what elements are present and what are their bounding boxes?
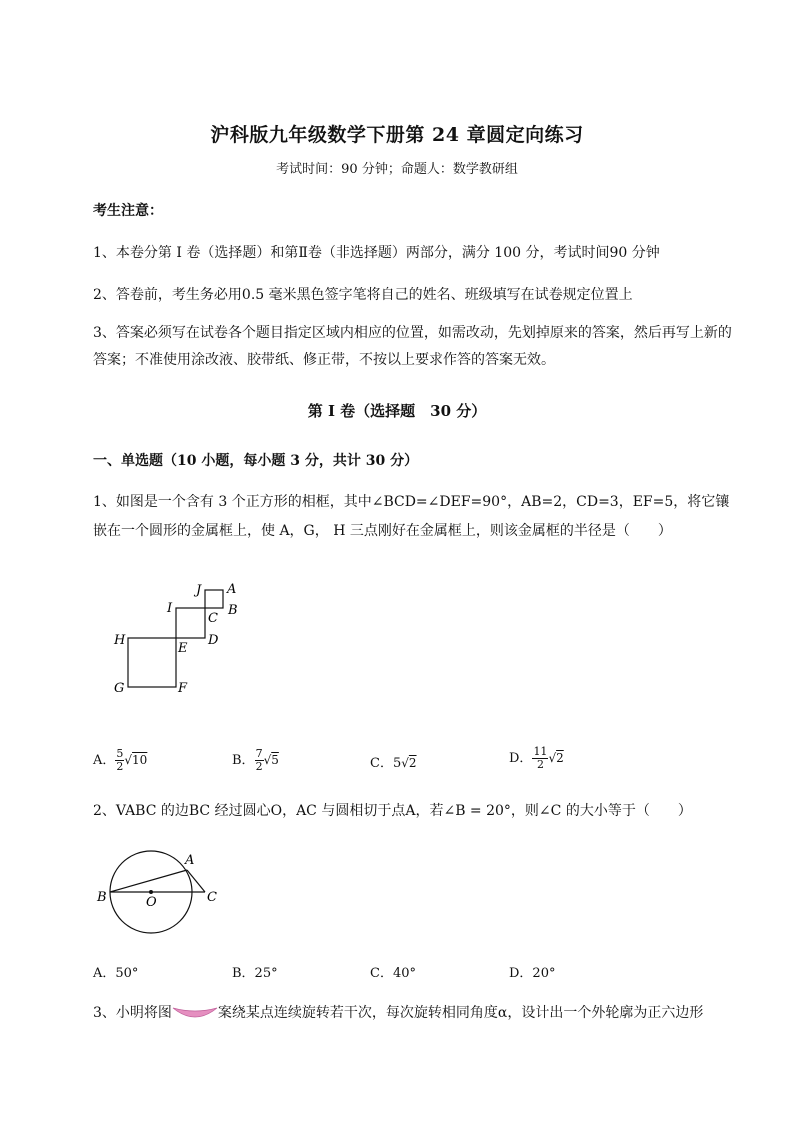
question-2-text: 2、VABC 的边BC 经过圆心O，AC 与圆相切于点A，若∠B = 20°，则∠C 的大小等于（ ） — [93, 803, 692, 819]
label-F: F — [178, 681, 188, 696]
segment-ac — [187, 870, 205, 892]
part-title: 一、单选题（10 小题，每小题 3 分，共计 30 分） — [93, 453, 419, 469]
q1-option-c[interactable]: C．5√2 — [370, 756, 417, 771]
label-I: I — [167, 601, 173, 616]
q2-option-a[interactable]: A．50° — [93, 966, 139, 981]
label-A: A — [227, 582, 237, 597]
large-square — [128, 638, 176, 687]
q2-option-b[interactable]: B．25° — [232, 966, 278, 981]
segment-ba — [110, 870, 187, 892]
q2-option-d[interactable]: D．20° — [509, 966, 556, 981]
question-1-text: 1、如图是一个含有 3 个正方形的相框，其中∠BCD=∠DEF=90°，AB=2，CD=3，EF=5，将它镶嵌在一个圆形的金属框上，使 A，G， H 三点刚好在金属框上，则该金属框的半径是（ ） — [93, 494, 730, 539]
label-D: D — [208, 633, 219, 648]
label-B: B — [97, 890, 107, 905]
q2-circle-figure — [92, 842, 232, 942]
notice-item-2: 2、答卷前，考生务必用0.5 毫米黑色签字笔将自己的姓名、班级填写在试卷规定位置上 — [93, 287, 633, 303]
section-title: 第 I 卷（选择题 30 分） — [307, 402, 487, 420]
q1-option-a[interactable]: A． $\frac{5}{2}$ √10 — [93, 747, 148, 773]
small-square — [205, 590, 223, 608]
petal-pattern-icon — [172, 1004, 218, 1022]
label-O: O — [146, 895, 157, 910]
label-C: C — [207, 890, 217, 905]
middle-square — [176, 608, 205, 638]
label-J: J — [196, 583, 202, 598]
label-B: B — [228, 603, 238, 618]
q1-squares-figure — [90, 578, 270, 698]
q1-option-d[interactable]: D． $\frac{11}{2}$ √2 — [509, 745, 564, 771]
notice-heading: 考生注意： — [93, 203, 163, 219]
label-A: A — [185, 853, 195, 868]
notice-item-3: 3、答案必须写在试卷各个题目指定区域内相应的位置，如需改动，先划掉原来的答案，然后再写上新的答案；不准使用涂改液、胶带纸、修正带，不按以上要求作答的答案无效。 — [93, 325, 732, 368]
question-3-text: 3、小明将图 案绕某点连续旋转若干次，每次旋转相同角度α，设计出一个外轮廓为正六边形 — [93, 1005, 704, 1021]
exam-info: 考试时间：90 分钟；命题人：数学教研组 — [276, 162, 518, 177]
label-E: E — [178, 641, 188, 656]
notice-item-1: 1、本卷分第 I 卷（选择题）和第Ⅱ卷（非选择题）两部分，满分 100 分，考试时间90 分钟 — [93, 245, 660, 261]
label-G: G — [114, 681, 125, 696]
label-H: H — [114, 633, 126, 648]
center-point — [149, 890, 153, 894]
q2-option-c[interactable]: C．40° — [370, 966, 416, 981]
page-title: 沪科版九年级数学下册第 24 章圆定向练习 — [210, 124, 584, 146]
label-C: C — [208, 611, 218, 626]
q1-option-b[interactable]: B． $\frac{7}{2}$ √5 — [232, 747, 279, 773]
